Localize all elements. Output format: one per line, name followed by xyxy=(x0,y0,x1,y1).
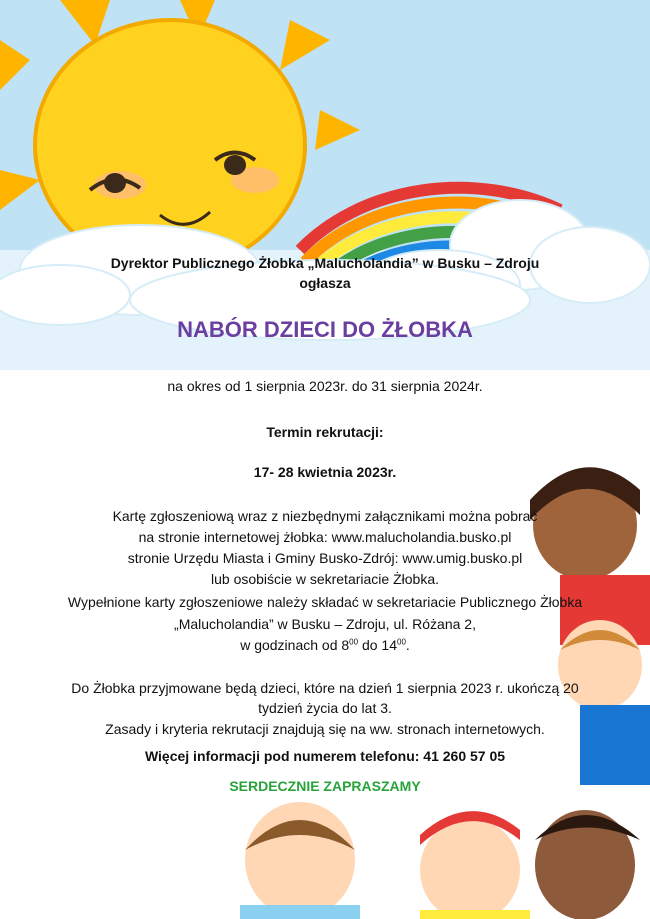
header-line-1: Dyrektor Publicznego Żłobka „Malucholandia” w Busku – Zdroju xyxy=(110,255,540,271)
body-line-5: Wypełnione karty zgłoszeniowe należy składać w sekretariacie Publicznego Żłobka xyxy=(67,594,583,610)
office-hours xyxy=(0,637,650,654)
hours-sup-start: 00 xyxy=(349,637,359,647)
hours-middle: do 14 xyxy=(358,637,397,653)
body-line-6: „Malucholandia” w Busku – Zdroju, ul. Różana 2, xyxy=(174,616,476,632)
hours-sup-end: 00 xyxy=(397,637,406,647)
hours-suffix: . xyxy=(405,637,410,653)
body-line-3: stronie Urzędu Miasta i Gminy Busko-Zdrój: www.umig.busko.pl xyxy=(127,550,523,566)
page-title: NABÓR DZIECI DO ŻŁOBKA xyxy=(177,317,473,342)
recruitment-label: Termin rekrutacji: xyxy=(266,424,384,440)
period-text: na okres od 1 sierpnia 2023r. do 31 sierpnia 2024r. xyxy=(167,378,483,394)
body-line-10: Zasady i kryteria rekrutacji znajdują się na ww. stronach internetowych. xyxy=(105,721,545,737)
body-line-1: Kartę zgłoszeniową wraz z niezbędnymi załącznikami można pobrać xyxy=(112,508,538,524)
body-line-9: tydzień życia do lat 3. xyxy=(258,700,392,716)
closing-text: SERDECZNIE ZAPRASZAMY xyxy=(229,778,421,794)
body-line-2: na stronie internetowej żłobka: www.malucholandia.busko.pl xyxy=(138,529,512,545)
contact-phone: Więcej informacji pod numerem telefonu: 41 260 57 05 xyxy=(144,748,506,764)
body-line-8: Do Żłobka przyjmowane będą dzieci, które na dzień 1 sierpnia 2023 r. ukończą 20 xyxy=(71,680,579,696)
recruitment-dates: 17- 28 kwietnia 2023r. xyxy=(253,464,397,480)
body-line-4: lub osobiście w sekretariacie Żłobka. xyxy=(211,571,439,587)
hours-prefix: w godzinach od 8 xyxy=(240,637,350,653)
header-line-2: ogłasza xyxy=(299,275,351,291)
